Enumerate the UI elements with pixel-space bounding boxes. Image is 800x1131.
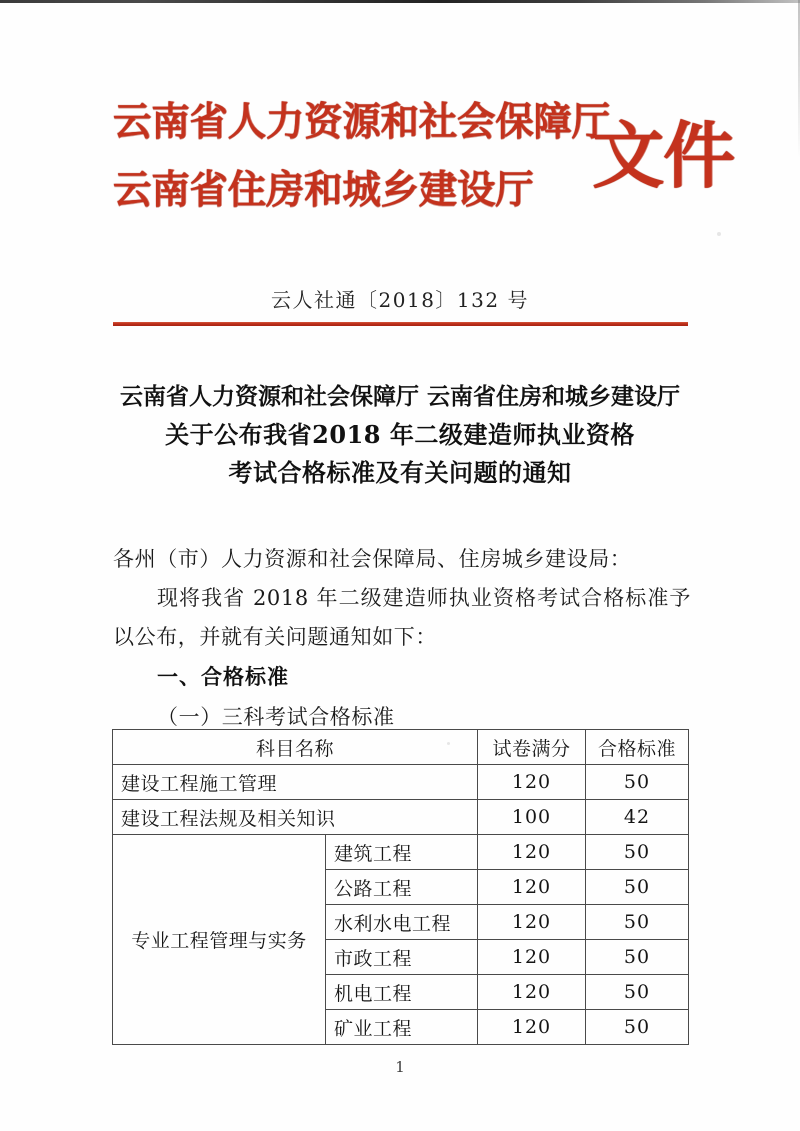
letterhead [0,88,800,258]
table-cell-specialty: 市政工程 [326,940,478,975]
title-line-3: 考试合格标准及有关问题的通知 [228,458,572,487]
table-cell-full-score: 120 [478,870,586,905]
title-line-2: 关于公布我省2018 年二级建造师执业资格 [165,420,635,449]
table-row [113,765,689,800]
document-number: 云人社通〔2018〕132 号 [271,288,529,312]
table-header-full-score: 试卷满分 [478,730,586,765]
document-body [113,540,691,737]
table-cell-subject: 建设工程法规及相关知识 [113,800,478,835]
table-cell-full-score: 120 [478,765,586,800]
table-header-row [113,730,689,765]
table-cell-full-score: 120 [478,940,586,975]
table-cell-specialty: 建筑工程 [326,835,478,870]
body-paragraph-1: 现将我省 2018 年二级建造师执业资格考试合格标准予以公布，并就有关问题通知如下： [113,586,691,649]
section-subheading-1: （一）三科考试合格标准 [157,705,395,729]
agency-name-line-1: 云南省人力资源和社会保障厅 [113,99,610,145]
table-cell-pass-score: 50 [586,975,689,1010]
table-cell-specialty: 机电工程 [326,975,478,1010]
table-header-pass-score: 合格标准 [586,730,689,765]
body-salutation: 各州（市）人力资源和社会保障局、住房城乡建设局： [113,547,632,571]
table-cell-pass-score: 50 [586,940,689,975]
document-title [100,378,700,492]
table-cell-group-label: 专业工程管理与实务 [113,835,326,1045]
red-divider-rule [113,322,688,326]
table-cell-full-score: 100 [478,800,586,835]
table-row [113,800,689,835]
table-cell-pass-score: 50 [586,905,689,940]
agency-name-line-2: 云南省住房和城乡建设厅 [113,167,534,213]
table-cell-subject: 建设工程施工管理 [113,765,478,800]
table-cell-specialty: 水利水电工程 [326,905,478,940]
table-cell-specialty: 矿业工程 [326,1010,478,1045]
table-cell-full-score: 120 [478,1010,586,1045]
table-cell-pass-score: 50 [586,1010,689,1045]
table-cell-pass-score: 50 [586,870,689,905]
table-header-subject: 科目名称 [113,730,478,765]
table-cell-full-score: 120 [478,905,586,940]
agency-name-stack [113,88,613,224]
table-cell-full-score: 120 [478,975,586,1010]
letterhead-document-word: 文件 [592,113,735,198]
scan-edge-top [0,0,800,3]
title-line-1: 云南省人力资源和社会保障厅 云南省住房和城乡建设厅 [119,383,680,410]
table-cell-pass-score: 42 [586,800,689,835]
table-cell-full-score: 120 [478,835,586,870]
page-number: 1 [395,1058,405,1076]
section-heading-1: 一、合格标准 [157,665,289,689]
table-cell-pass-score: 50 [586,835,689,870]
pass-standard-table [112,729,689,1045]
table-cell-specialty: 公路工程 [326,870,478,905]
table-row [113,835,689,870]
table-cell-pass-score: 50 [586,765,689,800]
